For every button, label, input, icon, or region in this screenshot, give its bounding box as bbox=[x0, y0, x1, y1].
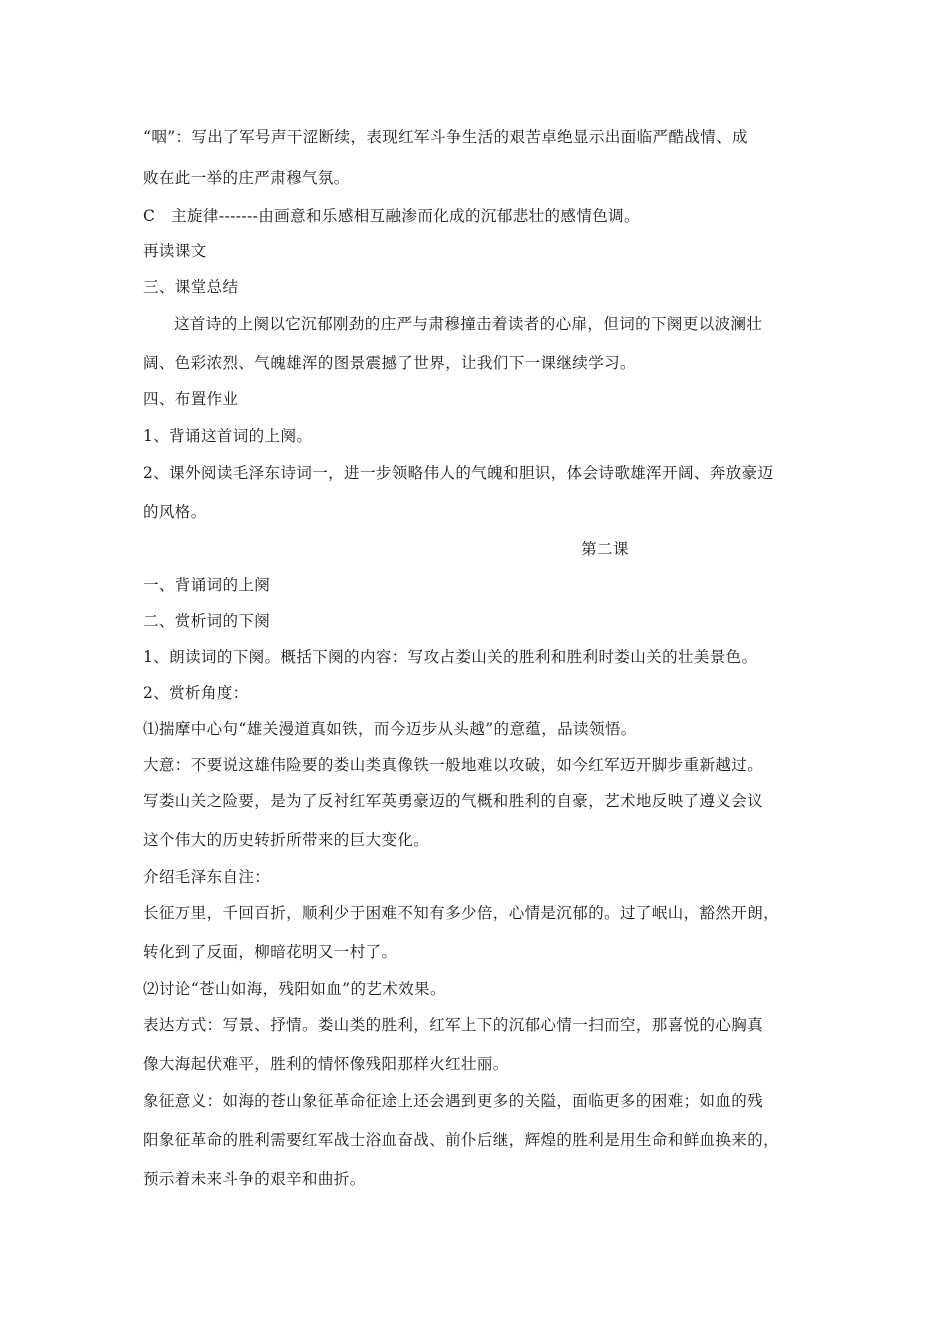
paragraph-line: 大意：不要说这雄伟险要的娄山类真像铁一般地难以攻破，如今红军迈开脚步重新越过。 bbox=[143, 756, 764, 774]
text-line: “咽”：写出了军号声干涩断续，表现红军斗争生活的艰苦卓绝显示出面临严酷战情、成 bbox=[143, 128, 748, 146]
paragraph-line: 预示着未来斗争的艰辛和曲折。 bbox=[143, 1170, 366, 1188]
list-item: 2、赏析角度： bbox=[143, 684, 249, 702]
paragraph-line: 介绍毛泽东自注： bbox=[143, 868, 271, 886]
paragraph-line: 这首诗的上阕以它沉郁刚劲的庄严与肃穆撞击着读者的心扉，但词的下阕更以波澜壮 bbox=[174, 315, 763, 333]
list-item-continued: 的风格。 bbox=[143, 503, 207, 521]
list-item: 1、朗读词的下阕。概括下阕的内容：写攻占娄山关的胜利和胜利时娄山关的壮美景色。 bbox=[143, 648, 758, 666]
paragraph-line: 这个伟大的历史转折所带来的巨大变化。 bbox=[143, 831, 430, 849]
paragraph-line: 阔、色彩浓烈、气魄雄浑的图景震撼了世界，让我们下一课继续学习。 bbox=[143, 354, 636, 372]
section-heading: 二、赏析词的下阕 bbox=[143, 612, 271, 630]
sub-item: ⑵讨论“苍山如海，残阳如血”的艺术效果。 bbox=[143, 980, 446, 998]
paragraph-line: 表达方式：写景、抒情。娄山类的胜利，红军上下的沉郁心情一扫而空，那喜悦的心胸真 bbox=[143, 1016, 764, 1034]
section-heading: 三、课堂总结 bbox=[143, 278, 239, 296]
list-item: 1、背诵这首词的上阕。 bbox=[143, 427, 313, 445]
lesson-title: 第二课 bbox=[581, 540, 629, 558]
sub-item: ⑴揣摩中心句“雄关漫道真如铁，而今迈步从头越”的意蕴，品读领悟。 bbox=[143, 720, 637, 738]
section-heading: 再读课文 bbox=[143, 242, 207, 260]
paragraph-line: 象征意义：如海的苍山象征革命征途上还会遇到更多的关隘，面临更多的困难；如血的残 bbox=[143, 1092, 764, 1110]
list-item: 2、课外阅读毛泽东诗词一，进一步领略伟人的气魄和胆识，体会诗歌雄浑开阔、奔放豪迈 bbox=[143, 464, 774, 482]
paragraph-line: 像大海起伏难平，胜利的情怀像残阳那样火红壮丽。 bbox=[143, 1055, 509, 1073]
section-heading: 一、背诵词的上阕 bbox=[143, 576, 271, 594]
text-line: 败在此一举的庄严肃穆气氛。 bbox=[143, 169, 350, 187]
paragraph-line: 写娄山关之险要，是为了反衬红军英勇豪迈的气概和胜利的自豪，艺术地反映了遵义会议 bbox=[143, 792, 764, 810]
section-heading: 四、布置作业 bbox=[143, 390, 239, 408]
paragraph-line: 阳象征革命的胜利需要红军战士浴血奋战、前仆后继，辉煌的胜利是用生命和鲜血换来的， bbox=[143, 1131, 780, 1149]
paragraph-line: 长征万里，千回百折，顺利少于困难不知有多少倍，心情是沉郁的。过了岷山，豁然开朗， bbox=[143, 904, 780, 922]
paragraph-line: 转化到了反面，柳暗花明又一村了。 bbox=[143, 943, 398, 961]
text-line: C 主旋律-------由画意和乐感相互融渗而化成的沉郁悲壮的感情色调。 bbox=[143, 207, 640, 225]
